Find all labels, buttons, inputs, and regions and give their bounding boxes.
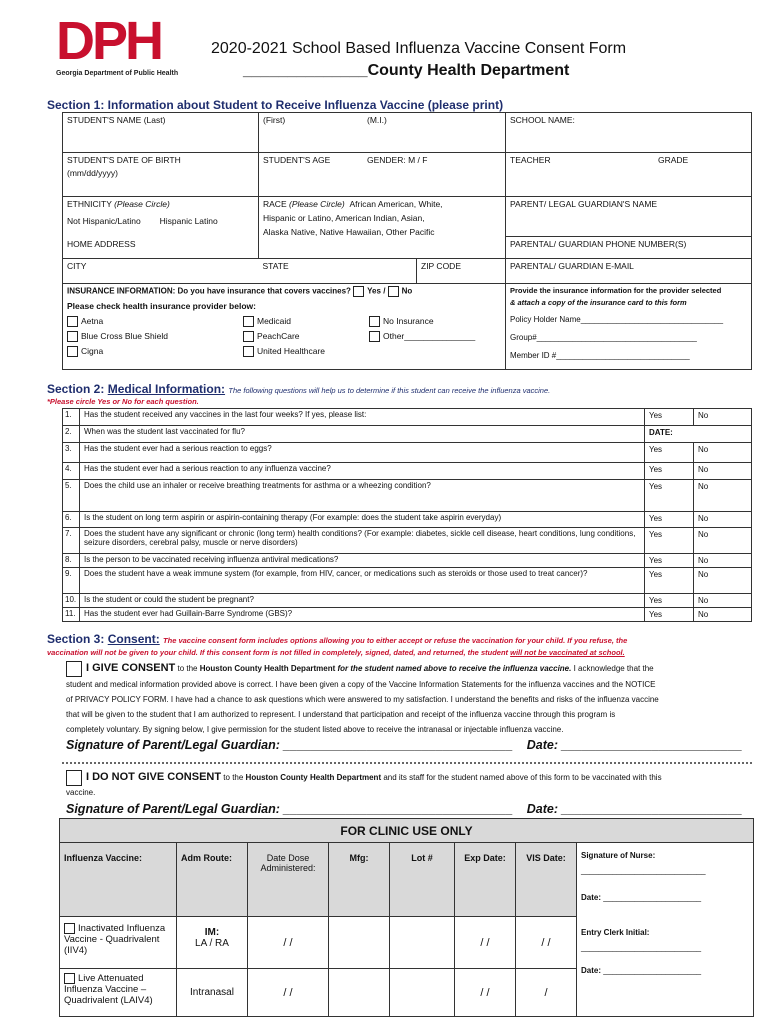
answer-yes[interactable]: Yes [645,409,694,426]
question-text: Has the student ever had Guillain-Barre Syndrome (GBS)? [80,608,645,622]
peachcare-checkbox[interactable] [243,331,254,342]
laiv4-vis-cell[interactable]: / [516,969,577,1017]
question-row [63,554,752,568]
iiv4-vis-cell[interactable]: / / [516,917,577,969]
guardian-email-field[interactable]: PARENTAL/ GUARDIAN E-MAIL [506,259,752,284]
insurance-yes-checkbox[interactable] [353,286,364,297]
question-row [63,463,752,480]
im-route-cell: IM: LA / RA [177,917,248,969]
aetna-checkbox[interactable] [67,316,78,327]
question-number: 1. [63,409,80,426]
state-zip-field[interactable]: STATE ZIP CODE [259,259,506,284]
clinic-header-route: Adm Route: [177,843,248,917]
student-info-table [62,112,752,370]
give-consent-block: I GIVE CONSENT to the Houston County Health Department for the student named above to receive the influenza vaccine. I acknowledge that the student and medical information provided above is correct. I have been given a copy of the Vaccine Information Statements for the influenza vaccines and the NOTICE of PRIVACY POLICY FORM. I have had a chance to ask questions which were answered to my satisfaction. I understand the benefits and risks of the influenza vaccine that will be given to the student that I am authorized to represent. I understand that participation and receipt of the influenza vaccine through this program is completely voluntary. By signing below, I give permission for the student listed above to receive the intranasal or injectable influenza vaccine. [66,662,659,734]
question-row [63,426,752,443]
form-title: 2020-2021 School Based Influenza Vaccine Consent Form [211,40,627,57]
policy-info-field[interactable]: Provide the insurance information for the provider selected & attach a copy of the insurance card to this form Policy Holder Name________________________________ Group#____________________________________ Member ID #______________________________ [506,284,752,370]
answer-no[interactable]: No [694,594,752,608]
question-text: Does the student have any significant or chronic (long term) health conditions? (For example: diabetes, sickle cell disease, heart conditions, lung conditions, seizure disorders, cerebral palsy, muscle or nerve disorders) [80,528,645,554]
answer-yes[interactable]: Yes [645,480,694,512]
no-consent-block: I DO NOT GIVE CONSENT to the Houston County Health Department and its staff for the student named above of this form to be vaccinated with this vaccine. [66,771,662,797]
question-number: 4. [63,463,80,480]
question-number: 10. [63,594,80,608]
teacher-field[interactable]: TEACHER [506,153,655,197]
answer-yes[interactable]: Yes [645,608,694,622]
answer-no[interactable]: No [694,528,752,554]
clinic-header-exp: Exp Date: [455,843,516,917]
question-number: 8. [63,554,80,568]
iiv4-checkbox[interactable] [64,923,75,934]
iiv4-date-cell[interactable]: / / [248,917,329,969]
divider [62,762,752,764]
iiv4-cell[interactable]: Inactivated Influenza Vaccine - Quadrivalent (IIV4) [60,917,177,969]
age-field[interactable]: STUDENT'S AGE [259,153,364,197]
ethnicity-field[interactable]: ETHNICITY (Please Circle) Not Hispanic/Latino Hispanic Latino [63,197,259,237]
question-number: 11. [63,608,80,622]
question-row [63,594,752,608]
question-row [63,608,752,622]
iiv4-exp-cell[interactable]: / / [455,917,516,969]
question-number: 2. [63,426,80,443]
section2-heading: Section 2: Medical Information: The following questions will help us to determine if this student can receive the influenza vaccine. [47,382,551,396]
uhc-checkbox[interactable] [243,346,254,357]
answer-yes[interactable]: Yes [645,528,694,554]
give-consent-checkbox[interactable] [66,661,82,677]
question-text: When was the student last vaccinated for flu? [80,426,645,443]
dob-field[interactable]: STUDENT'S DATE OF BIRTH (mm/dd/yyyy) [63,153,259,197]
clinic-header-vaccine: Influenza Vaccine: [60,843,177,917]
guardian-name-field[interactable]: PARENT/ LEGAL GUARDIAN'S NAME [506,197,752,237]
laiv4-cell[interactable]: Live Attenuated Influenza Vaccine – Quadrivalent (LAIV4) [60,969,177,1017]
question-text: Is the student or could the student be pregnant? [80,594,645,608]
answer-no[interactable]: No [694,568,752,594]
question-row [63,512,752,528]
answer-no[interactable]: No [694,554,752,568]
dph-logo [52,11,192,86]
intranasal-route-cell: Intranasal [177,969,248,1017]
signature-no-consent[interactable]: Signature of Parent/Legal Guardian: _________________________________ Date: __________________________ [66,802,743,816]
school-name-field[interactable]: SCHOOL NAME: [506,113,752,153]
answer-no[interactable]: No [694,409,752,426]
gender-field[interactable]: GENDER: M / F [363,153,506,197]
clinic-header-mfg: Mfg: [329,843,390,917]
answer-yes[interactable]: Yes [645,594,694,608]
question-number: 9. [63,568,80,594]
no-consent-checkbox[interactable] [66,770,82,786]
answer-yes[interactable]: Yes [645,554,694,568]
question-row [63,443,752,463]
answer-no[interactable]: No [694,512,752,528]
race-field[interactable]: RACE (Please Circle) African American, White, Hispanic or Latino, American Indian, Asian, Alaska Native, Native Hawaiian, Other Pacific [259,197,506,259]
answer-no[interactable]: No [694,480,752,512]
question-text: Has the student ever had a serious reaction to any influenza vaccine? [80,463,645,480]
question-row [63,409,752,426]
laiv4-mfg-cell[interactable] [329,969,390,1017]
answer-yes[interactable]: Yes [645,512,694,528]
insurance-no-checkbox[interactable] [388,286,399,297]
other-insurance-checkbox[interactable] [369,331,380,342]
insurance-field: INSURANCE INFORMATION: Do you have insurance that covers vaccines? Yes / No Please check health insurance provider below: Aetna Blue Cross Blue Shield Cigna Medicaid PeachCare United Healthcare No Insurance Other_______________ [63,284,506,370]
section1-heading: Section 1: Information about Student to Receive Influenza Vaccine (please print) [47,98,504,112]
clinic-header-lot: Lot # [390,843,455,917]
iiv4-lot-cell[interactable] [390,917,455,969]
medical-questions-table [62,408,752,622]
answer-yes[interactable]: Yes [645,568,694,594]
question-text: Does the student have a weak immune system (for example, from HIV, cancer, or medications such as steroids or those used to treat cancer)? [80,568,645,594]
signature-consent[interactable]: Signature of Parent/Legal Guardian: _________________________________ Date: __________________________ [66,738,743,752]
last-name-field[interactable]: STUDENT'S NAME (Last) [63,113,259,153]
answer-no[interactable]: No [694,608,752,622]
question-text: Is the person to be vaccinated receiving influenza antiviral medications? [80,554,645,568]
medicaid-checkbox[interactable] [243,316,254,327]
cigna-checkbox[interactable] [67,346,78,357]
laiv4-lot-cell[interactable] [390,969,455,1017]
first-name-field[interactable]: (First) [259,113,364,153]
answer-date[interactable]: DATE: [645,426,752,443]
question-number: 3. [63,443,80,463]
answer-no[interactable]: No [694,463,752,480]
circle-instruction: *Please circle Yes or No for each question. [47,397,199,406]
clinic-use-table [59,818,754,1017]
answer-yes[interactable]: Yes [645,463,694,480]
mi-field[interactable]: (M.I.) [363,113,506,153]
question-row [63,528,752,554]
clinic-header-vis: VIS Date: [516,843,577,917]
answer-no[interactable]: No [694,443,752,463]
clinic-title: FOR CLINIC USE ONLY [60,819,754,843]
question-number: 5. [63,480,80,512]
home-address-field[interactable]: HOME ADDRESS [63,237,259,259]
guardian-phone-field[interactable]: PARENTAL/ GUARDIAN PHONE NUMBER(S) [506,237,752,259]
bcbs-checkbox[interactable] [67,331,78,342]
logo-subtitle: Georgia Department of Public Health [56,70,179,77]
answer-yes[interactable]: Yes [645,443,694,463]
grade-field[interactable]: GRADE [654,153,752,197]
question-text: Has the student received any vaccines in the last four weeks? If yes, please list: [80,409,645,426]
laiv4-date-cell[interactable]: / / [248,969,329,1017]
county-header: ______________County Health Department [243,62,570,79]
question-row [63,568,752,594]
laiv4-checkbox[interactable] [64,973,75,984]
city-field[interactable]: CITY [63,259,259,284]
clinic-header-date: Date Dose Administered: [248,843,329,917]
question-text: Does the child use an inhaler or receive breathing treatments for asthma or a wheezing condition? [80,480,645,512]
nurse-signature-cell[interactable]: Signature of Nurse: ____________________________ Date: ______________________ Entry Clerk Initial: ___________________________ Date: ______________________ [577,843,754,1017]
no-insurance-checkbox[interactable] [369,316,380,327]
question-text: Is the student on long term aspirin or aspirin-containing therapy (For example: does the student take aspirin everyday) [80,512,645,528]
question-row [63,480,752,512]
laiv4-exp-cell[interactable]: / / [455,969,516,1017]
question-text: Has the student ever had a serious reaction to eggs? [80,443,645,463]
section3-heading: Section 3: Consent: The vaccine consent form includes options allowing you to either accept or refuse the vaccination for your child. If you refuse, the [47,632,628,646]
question-number: 7. [63,528,80,554]
question-number: 6. [63,512,80,528]
logo-letters: DPH [56,11,162,71]
iiv4-mfg-cell[interactable] [329,917,390,969]
section3-note: vaccination will not be given to your child. If this consent form is not filled in completely, signed, dated, and returned, the student will not be vaccinated at school. [47,648,625,657]
